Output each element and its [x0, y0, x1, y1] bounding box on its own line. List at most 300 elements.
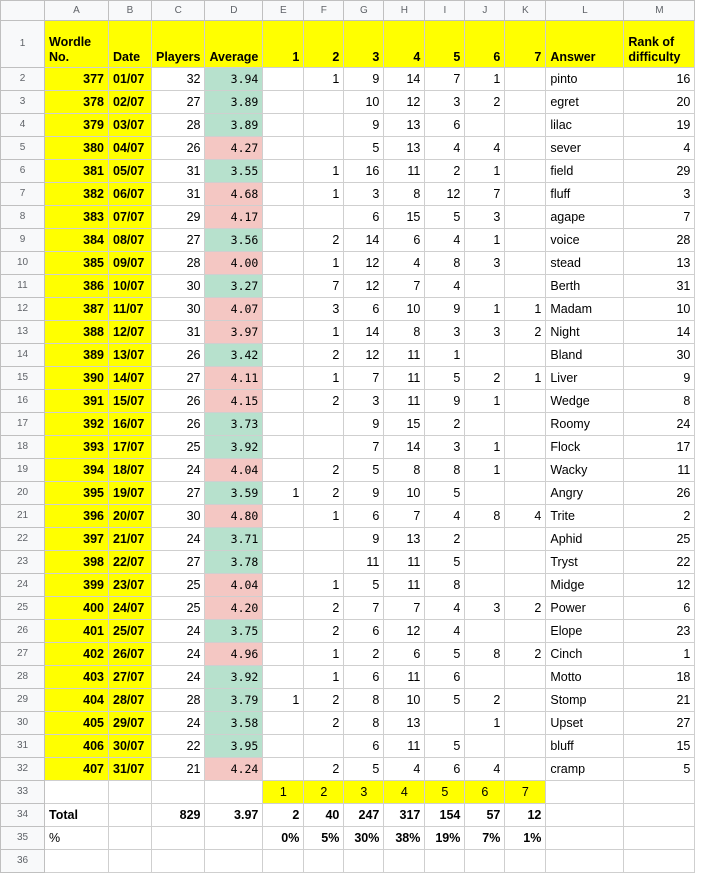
guess-7-count-cell[interactable]	[505, 528, 546, 551]
wordle-number-cell[interactable]: 393	[45, 436, 109, 459]
guess-1-count-cell[interactable]	[263, 229, 304, 252]
header-guess-3[interactable]: 3	[344, 21, 384, 68]
average-cell[interactable]: 3.56	[205, 229, 263, 252]
guess-4-count-cell[interactable]: 7	[384, 275, 425, 298]
rank-cell[interactable]: 26	[624, 482, 695, 505]
wordle-number-cell[interactable]: 394	[45, 459, 109, 482]
guess-7-count-cell[interactable]	[505, 413, 546, 436]
rank-cell[interactable]: 4	[624, 137, 695, 160]
guess-3-count-cell[interactable]: 2	[344, 643, 384, 666]
rank-cell[interactable]: 31	[624, 275, 695, 298]
guess-5-count-cell[interactable]: 6	[425, 758, 465, 781]
empty-cell[interactable]	[109, 827, 152, 850]
wordle-number-cell[interactable]: 377	[45, 68, 109, 91]
header-guess-6[interactable]: 6	[465, 21, 505, 68]
empty-cell[interactable]	[152, 781, 205, 804]
average-cell[interactable]: 4.11	[205, 367, 263, 390]
guess-4-count-cell[interactable]: 4	[384, 758, 425, 781]
date-cell[interactable]: 08/07	[109, 229, 152, 252]
row-header[interactable]: 12	[1, 298, 45, 321]
wordle-number-cell[interactable]: 382	[45, 183, 109, 206]
guess-5-count-cell[interactable]: 5	[425, 689, 465, 712]
guess-4-count-cell[interactable]: 12	[384, 91, 425, 114]
guess-5-count-cell[interactable]: 8	[425, 252, 465, 275]
answer-cell[interactable]: Bland	[546, 344, 624, 367]
answer-cell[interactable]: Flock	[546, 436, 624, 459]
guess-6-count-cell[interactable]	[465, 528, 505, 551]
guess-5-count-cell[interactable]: 8	[425, 574, 465, 597]
header-date[interactable]: Date	[109, 21, 152, 68]
guess-1-count-cell[interactable]	[263, 459, 304, 482]
date-cell[interactable]: 29/07	[109, 712, 152, 735]
guess-2-count-cell[interactable]: 3	[304, 298, 344, 321]
row-header[interactable]: 34	[1, 804, 45, 827]
total-guess-5[interactable]: 154	[425, 804, 465, 827]
guess-5-count-cell[interactable]: 5	[425, 206, 465, 229]
guess-7-count-cell[interactable]	[505, 229, 546, 252]
date-cell[interactable]: 04/07	[109, 137, 152, 160]
guess-7-count-cell[interactable]	[505, 758, 546, 781]
total-guess-4[interactable]: 317	[384, 804, 425, 827]
guess-6-count-cell[interactable]	[465, 482, 505, 505]
guess-5-count-cell[interactable]	[425, 712, 465, 735]
guess-1-count-cell[interactable]	[263, 321, 304, 344]
guess-4-count-cell[interactable]: 15	[384, 413, 425, 436]
wordle-number-cell[interactable]: 405	[45, 712, 109, 735]
players-cell[interactable]: 22	[152, 735, 205, 758]
empty-cell[interactable]	[546, 850, 624, 873]
row-header[interactable]: 14	[1, 344, 45, 367]
date-cell[interactable]: 19/07	[109, 482, 152, 505]
guess-7-count-cell[interactable]	[505, 344, 546, 367]
guess-1-count-cell[interactable]	[263, 712, 304, 735]
empty-cell[interactable]	[109, 804, 152, 827]
guess-5-count-cell[interactable]: 5	[425, 367, 465, 390]
guess-3-count-cell[interactable]: 9	[344, 482, 384, 505]
guess-5-count-cell[interactable]: 2	[425, 528, 465, 551]
empty-cell[interactable]	[205, 850, 263, 873]
guess-6-count-cell[interactable]: 4	[465, 758, 505, 781]
answer-cell[interactable]: Berth	[546, 275, 624, 298]
guess-1-count-cell[interactable]: 1	[263, 482, 304, 505]
date-cell[interactable]: 23/07	[109, 574, 152, 597]
guess-4-count-cell[interactable]: 11	[384, 574, 425, 597]
guess-3-count-cell[interactable]: 6	[344, 298, 384, 321]
wordle-number-cell[interactable]: 396	[45, 505, 109, 528]
wordle-number-cell[interactable]: 400	[45, 597, 109, 620]
guess-5-count-cell[interactable]: 8	[425, 459, 465, 482]
guess-1-count-cell[interactable]	[263, 551, 304, 574]
guess-1-count-cell[interactable]	[263, 505, 304, 528]
rank-cell[interactable]: 16	[624, 68, 695, 91]
empty-cell[interactable]	[546, 804, 624, 827]
row-header[interactable]: 6	[1, 160, 45, 183]
guess-7-count-cell[interactable]	[505, 551, 546, 574]
wordle-number-cell[interactable]: 384	[45, 229, 109, 252]
guess-label-4[interactable]: 4	[384, 781, 425, 804]
players-cell[interactable]: 24	[152, 643, 205, 666]
guess-label-6[interactable]: 6	[465, 781, 505, 804]
answer-cell[interactable]: Tryst	[546, 551, 624, 574]
row-header[interactable]: 25	[1, 597, 45, 620]
average-cell[interactable]: 4.68	[205, 183, 263, 206]
total-players[interactable]: 829	[152, 804, 205, 827]
rank-cell[interactable]: 28	[624, 229, 695, 252]
guess-3-count-cell[interactable]: 7	[344, 367, 384, 390]
guess-2-count-cell[interactable]: 1	[304, 321, 344, 344]
answer-cell[interactable]: Motto	[546, 666, 624, 689]
average-cell[interactable]: 4.24	[205, 758, 263, 781]
wordle-number-cell[interactable]: 390	[45, 367, 109, 390]
players-cell[interactable]: 26	[152, 413, 205, 436]
guess-4-count-cell[interactable]: 12	[384, 620, 425, 643]
date-cell[interactable]: 05/07	[109, 160, 152, 183]
guess-7-count-cell[interactable]: 2	[505, 597, 546, 620]
guess-4-count-cell[interactable]: 14	[384, 436, 425, 459]
guess-1-count-cell[interactable]	[263, 252, 304, 275]
players-cell[interactable]: 30	[152, 298, 205, 321]
answer-cell[interactable]: Wedge	[546, 390, 624, 413]
guess-2-count-cell[interactable]	[304, 91, 344, 114]
guess-1-count-cell[interactable]	[263, 528, 304, 551]
average-cell[interactable]: 3.58	[205, 712, 263, 735]
rank-cell[interactable]: 24	[624, 413, 695, 436]
date-cell[interactable]: 25/07	[109, 620, 152, 643]
players-cell[interactable]: 28	[152, 689, 205, 712]
date-cell[interactable]: 22/07	[109, 551, 152, 574]
players-cell[interactable]: 31	[152, 321, 205, 344]
answer-cell[interactable]: Roomy	[546, 413, 624, 436]
guess-5-count-cell[interactable]: 4	[425, 620, 465, 643]
guess-3-count-cell[interactable]: 9	[344, 114, 384, 137]
guess-5-count-cell[interactable]: 4	[425, 137, 465, 160]
wordle-number-cell[interactable]: 379	[45, 114, 109, 137]
date-cell[interactable]: 17/07	[109, 436, 152, 459]
guess-6-count-cell[interactable]: 3	[465, 206, 505, 229]
date-cell[interactable]: 28/07	[109, 689, 152, 712]
answer-cell[interactable]: egret	[546, 91, 624, 114]
answer-cell[interactable]: Elope	[546, 620, 624, 643]
average-cell[interactable]: 3.97	[205, 321, 263, 344]
guess-3-count-cell[interactable]: 8	[344, 712, 384, 735]
percent-guess-5[interactable]: 19%	[425, 827, 465, 850]
answer-cell[interactable]: lilac	[546, 114, 624, 137]
empty-cell[interactable]	[505, 850, 546, 873]
guess-3-count-cell[interactable]: 9	[344, 528, 384, 551]
wordle-number-cell[interactable]: 398	[45, 551, 109, 574]
guess-5-count-cell[interactable]: 5	[425, 551, 465, 574]
wordle-number-cell[interactable]: 406	[45, 735, 109, 758]
row-header[interactable]: 16	[1, 390, 45, 413]
guess-1-count-cell[interactable]	[263, 413, 304, 436]
guess-3-count-cell[interactable]: 6	[344, 505, 384, 528]
guess-5-count-cell[interactable]: 9	[425, 390, 465, 413]
answer-cell[interactable]: Midge	[546, 574, 624, 597]
column-header-f[interactable]: F	[304, 1, 344, 21]
date-cell[interactable]: 20/07	[109, 505, 152, 528]
guess-3-count-cell[interactable]: 6	[344, 666, 384, 689]
header-players[interactable]: Players	[152, 21, 205, 68]
wordle-number-cell[interactable]: 388	[45, 321, 109, 344]
row-header[interactable]: 11	[1, 275, 45, 298]
average-cell[interactable]: 4.27	[205, 137, 263, 160]
average-cell[interactable]: 3.78	[205, 551, 263, 574]
guess-2-count-cell[interactable]	[304, 551, 344, 574]
guess-7-count-cell[interactable]	[505, 666, 546, 689]
guess-4-count-cell[interactable]: 8	[384, 183, 425, 206]
guess-1-count-cell[interactable]	[263, 160, 304, 183]
guess-7-count-cell[interactable]	[505, 275, 546, 298]
date-cell[interactable]: 15/07	[109, 390, 152, 413]
guess-2-count-cell[interactable]	[304, 206, 344, 229]
guess-2-count-cell[interactable]: 2	[304, 229, 344, 252]
rank-cell[interactable]: 1	[624, 643, 695, 666]
players-cell[interactable]: 25	[152, 574, 205, 597]
guess-2-count-cell[interactable]: 2	[304, 597, 344, 620]
column-header-b[interactable]: B	[109, 1, 152, 21]
percent-guess-1[interactable]: 0%	[263, 827, 304, 850]
guess-4-count-cell[interactable]: 11	[384, 666, 425, 689]
guess-3-count-cell[interactable]: 16	[344, 160, 384, 183]
guess-6-count-cell[interactable]	[465, 275, 505, 298]
guess-7-count-cell[interactable]	[505, 712, 546, 735]
answer-cell[interactable]: cramp	[546, 758, 624, 781]
empty-cell[interactable]	[109, 850, 152, 873]
empty-cell[interactable]	[425, 850, 465, 873]
guess-6-count-cell[interactable]: 2	[465, 367, 505, 390]
rank-cell[interactable]: 13	[624, 252, 695, 275]
header-guess-5[interactable]: 5	[425, 21, 465, 68]
column-header-j[interactable]: J	[465, 1, 505, 21]
total-guess-6[interactable]: 57	[465, 804, 505, 827]
answer-cell[interactable]: sever	[546, 137, 624, 160]
players-cell[interactable]: 27	[152, 229, 205, 252]
guess-2-count-cell[interactable]: 1	[304, 68, 344, 91]
guess-6-count-cell[interactable]: 4	[465, 137, 505, 160]
empty-cell[interactable]	[152, 827, 205, 850]
date-cell[interactable]: 10/07	[109, 275, 152, 298]
guess-1-count-cell[interactable]	[263, 666, 304, 689]
average-cell[interactable]: 3.73	[205, 413, 263, 436]
guess-3-count-cell[interactable]: 10	[344, 91, 384, 114]
guess-1-count-cell[interactable]	[263, 275, 304, 298]
average-cell[interactable]: 3.42	[205, 344, 263, 367]
players-cell[interactable]: 25	[152, 436, 205, 459]
guess-2-count-cell[interactable]: 1	[304, 505, 344, 528]
guess-5-count-cell[interactable]: 7	[425, 68, 465, 91]
guess-1-count-cell[interactable]	[263, 344, 304, 367]
empty-cell[interactable]	[624, 850, 695, 873]
average-cell[interactable]: 3.75	[205, 620, 263, 643]
guess-5-count-cell[interactable]: 6	[425, 666, 465, 689]
answer-cell[interactable]: Angry	[546, 482, 624, 505]
guess-2-count-cell[interactable]: 1	[304, 183, 344, 206]
guess-6-count-cell[interactable]	[465, 666, 505, 689]
guess-1-count-cell[interactable]	[263, 758, 304, 781]
header-wordle-no[interactable]: Wordle No.	[45, 21, 109, 68]
average-cell[interactable]: 4.15	[205, 390, 263, 413]
guess-label-7[interactable]: 7	[505, 781, 546, 804]
guess-2-count-cell[interactable]: 2	[304, 390, 344, 413]
wordle-number-cell[interactable]: 397	[45, 528, 109, 551]
guess-6-count-cell[interactable]	[465, 551, 505, 574]
date-cell[interactable]: 30/07	[109, 735, 152, 758]
guess-2-count-cell[interactable]	[304, 137, 344, 160]
guess-2-count-cell[interactable]: 1	[304, 574, 344, 597]
guess-3-count-cell[interactable]: 9	[344, 413, 384, 436]
rank-cell[interactable]: 29	[624, 160, 695, 183]
row-header[interactable]: 7	[1, 183, 45, 206]
players-cell[interactable]: 24	[152, 620, 205, 643]
row-header[interactable]: 5	[1, 137, 45, 160]
players-cell[interactable]: 31	[152, 183, 205, 206]
guess-4-count-cell[interactable]: 13	[384, 528, 425, 551]
guess-5-count-cell[interactable]: 4	[425, 505, 465, 528]
guess-7-count-cell[interactable]	[505, 68, 546, 91]
guess-4-count-cell[interactable]: 15	[384, 206, 425, 229]
guess-6-count-cell[interactable]: 8	[465, 643, 505, 666]
guess-7-count-cell[interactable]	[505, 620, 546, 643]
rank-cell[interactable]: 21	[624, 689, 695, 712]
rank-cell[interactable]: 7	[624, 206, 695, 229]
percent-guess-6[interactable]: 7%	[465, 827, 505, 850]
row-header[interactable]: 1	[1, 21, 45, 68]
guess-7-count-cell[interactable]	[505, 735, 546, 758]
column-header-k[interactable]: K	[505, 1, 546, 21]
empty-cell[interactable]	[624, 781, 695, 804]
row-header[interactable]: 20	[1, 482, 45, 505]
guess-1-count-cell[interactable]	[263, 137, 304, 160]
guess-2-count-cell[interactable]: 1	[304, 160, 344, 183]
empty-cell[interactable]	[45, 781, 109, 804]
guess-3-count-cell[interactable]: 8	[344, 689, 384, 712]
total-label[interactable]: Total	[45, 804, 109, 827]
guess-6-count-cell[interactable]: 8	[465, 505, 505, 528]
column-header-g[interactable]: G	[344, 1, 384, 21]
rank-cell[interactable]: 6	[624, 597, 695, 620]
guess-5-count-cell[interactable]: 6	[425, 114, 465, 137]
row-header[interactable]: 4	[1, 114, 45, 137]
guess-6-count-cell[interactable]: 2	[465, 91, 505, 114]
guess-5-count-cell[interactable]: 5	[425, 482, 465, 505]
players-cell[interactable]: 28	[152, 114, 205, 137]
guess-5-count-cell[interactable]: 3	[425, 436, 465, 459]
row-header[interactable]: 23	[1, 551, 45, 574]
header-answer[interactable]: Answer	[546, 21, 624, 68]
guess-3-count-cell[interactable]: 7	[344, 436, 384, 459]
date-cell[interactable]: 14/07	[109, 367, 152, 390]
guess-4-count-cell[interactable]: 11	[384, 390, 425, 413]
column-header-l[interactable]: L	[546, 1, 624, 21]
answer-cell[interactable]: bluff	[546, 735, 624, 758]
guess-7-count-cell[interactable]: 1	[505, 367, 546, 390]
percent-guess-7[interactable]: 1%	[505, 827, 546, 850]
guess-7-count-cell[interactable]	[505, 183, 546, 206]
players-cell[interactable]: 21	[152, 758, 205, 781]
date-cell[interactable]: 18/07	[109, 459, 152, 482]
players-cell[interactable]: 27	[152, 367, 205, 390]
date-cell[interactable]: 06/07	[109, 183, 152, 206]
guess-1-count-cell[interactable]	[263, 298, 304, 321]
row-header[interactable]: 19	[1, 459, 45, 482]
wordle-number-cell[interactable]: 387	[45, 298, 109, 321]
average-cell[interactable]: 3.92	[205, 436, 263, 459]
header-guess-7[interactable]: 7	[505, 21, 546, 68]
header-average[interactable]: Average	[205, 21, 263, 68]
wordle-number-cell[interactable]: 392	[45, 413, 109, 436]
guess-4-count-cell[interactable]: 11	[384, 551, 425, 574]
row-header[interactable]: 9	[1, 229, 45, 252]
answer-cell[interactable]: Aphid	[546, 528, 624, 551]
column-header-a[interactable]: A	[45, 1, 109, 21]
guess-7-count-cell[interactable]: 1	[505, 298, 546, 321]
guess-2-count-cell[interactable]	[304, 735, 344, 758]
row-header[interactable]: 31	[1, 735, 45, 758]
guess-1-count-cell[interactable]	[263, 574, 304, 597]
players-cell[interactable]: 26	[152, 390, 205, 413]
empty-cell[interactable]	[546, 781, 624, 804]
average-cell[interactable]: 3.71	[205, 528, 263, 551]
guess-2-count-cell[interactable]	[304, 114, 344, 137]
wordle-number-cell[interactable]: 407	[45, 758, 109, 781]
guess-1-count-cell[interactable]	[263, 735, 304, 758]
guess-2-count-cell[interactable]: 7	[304, 275, 344, 298]
answer-cell[interactable]: field	[546, 160, 624, 183]
wordle-number-cell[interactable]: 383	[45, 206, 109, 229]
guess-7-count-cell[interactable]	[505, 252, 546, 275]
guess-2-count-cell[interactable]: 1	[304, 367, 344, 390]
guess-4-count-cell[interactable]: 7	[384, 505, 425, 528]
guess-3-count-cell[interactable]: 9	[344, 68, 384, 91]
guess-6-count-cell[interactable]: 1	[465, 390, 505, 413]
guess-3-count-cell[interactable]: 5	[344, 137, 384, 160]
guess-4-count-cell[interactable]: 13	[384, 114, 425, 137]
players-cell[interactable]: 29	[152, 206, 205, 229]
average-cell[interactable]: 3.27	[205, 275, 263, 298]
guess-6-count-cell[interactable]: 1	[465, 436, 505, 459]
header-guess-2[interactable]: 2	[304, 21, 344, 68]
date-cell[interactable]: 12/07	[109, 321, 152, 344]
guess-4-count-cell[interactable]: 6	[384, 229, 425, 252]
rank-cell[interactable]: 8	[624, 390, 695, 413]
row-header[interactable]: 18	[1, 436, 45, 459]
players-cell[interactable]: 24	[152, 459, 205, 482]
guess-2-count-cell[interactable]: 2	[304, 620, 344, 643]
guess-2-count-cell[interactable]: 2	[304, 758, 344, 781]
guess-7-count-cell[interactable]	[505, 206, 546, 229]
guess-label-5[interactable]: 5	[425, 781, 465, 804]
guess-1-count-cell[interactable]	[263, 91, 304, 114]
rank-cell[interactable]: 3	[624, 183, 695, 206]
date-cell[interactable]: 27/07	[109, 666, 152, 689]
guess-6-count-cell[interactable]	[465, 344, 505, 367]
players-cell[interactable]: 30	[152, 275, 205, 298]
date-cell[interactable]: 16/07	[109, 413, 152, 436]
guess-3-count-cell[interactable]: 6	[344, 206, 384, 229]
guess-3-count-cell[interactable]: 5	[344, 574, 384, 597]
guess-5-count-cell[interactable]: 1	[425, 344, 465, 367]
guess-2-count-cell[interactable]	[304, 436, 344, 459]
guess-6-count-cell[interactable]	[465, 413, 505, 436]
guess-2-count-cell[interactable]: 2	[304, 482, 344, 505]
row-header[interactable]: 2	[1, 68, 45, 91]
guess-4-count-cell[interactable]: 4	[384, 252, 425, 275]
average-cell[interactable]: 4.07	[205, 298, 263, 321]
rank-cell[interactable]: 30	[624, 344, 695, 367]
guess-2-count-cell[interactable]: 2	[304, 344, 344, 367]
guess-3-count-cell[interactable]: 5	[344, 459, 384, 482]
column-header-m[interactable]: M	[624, 1, 695, 21]
